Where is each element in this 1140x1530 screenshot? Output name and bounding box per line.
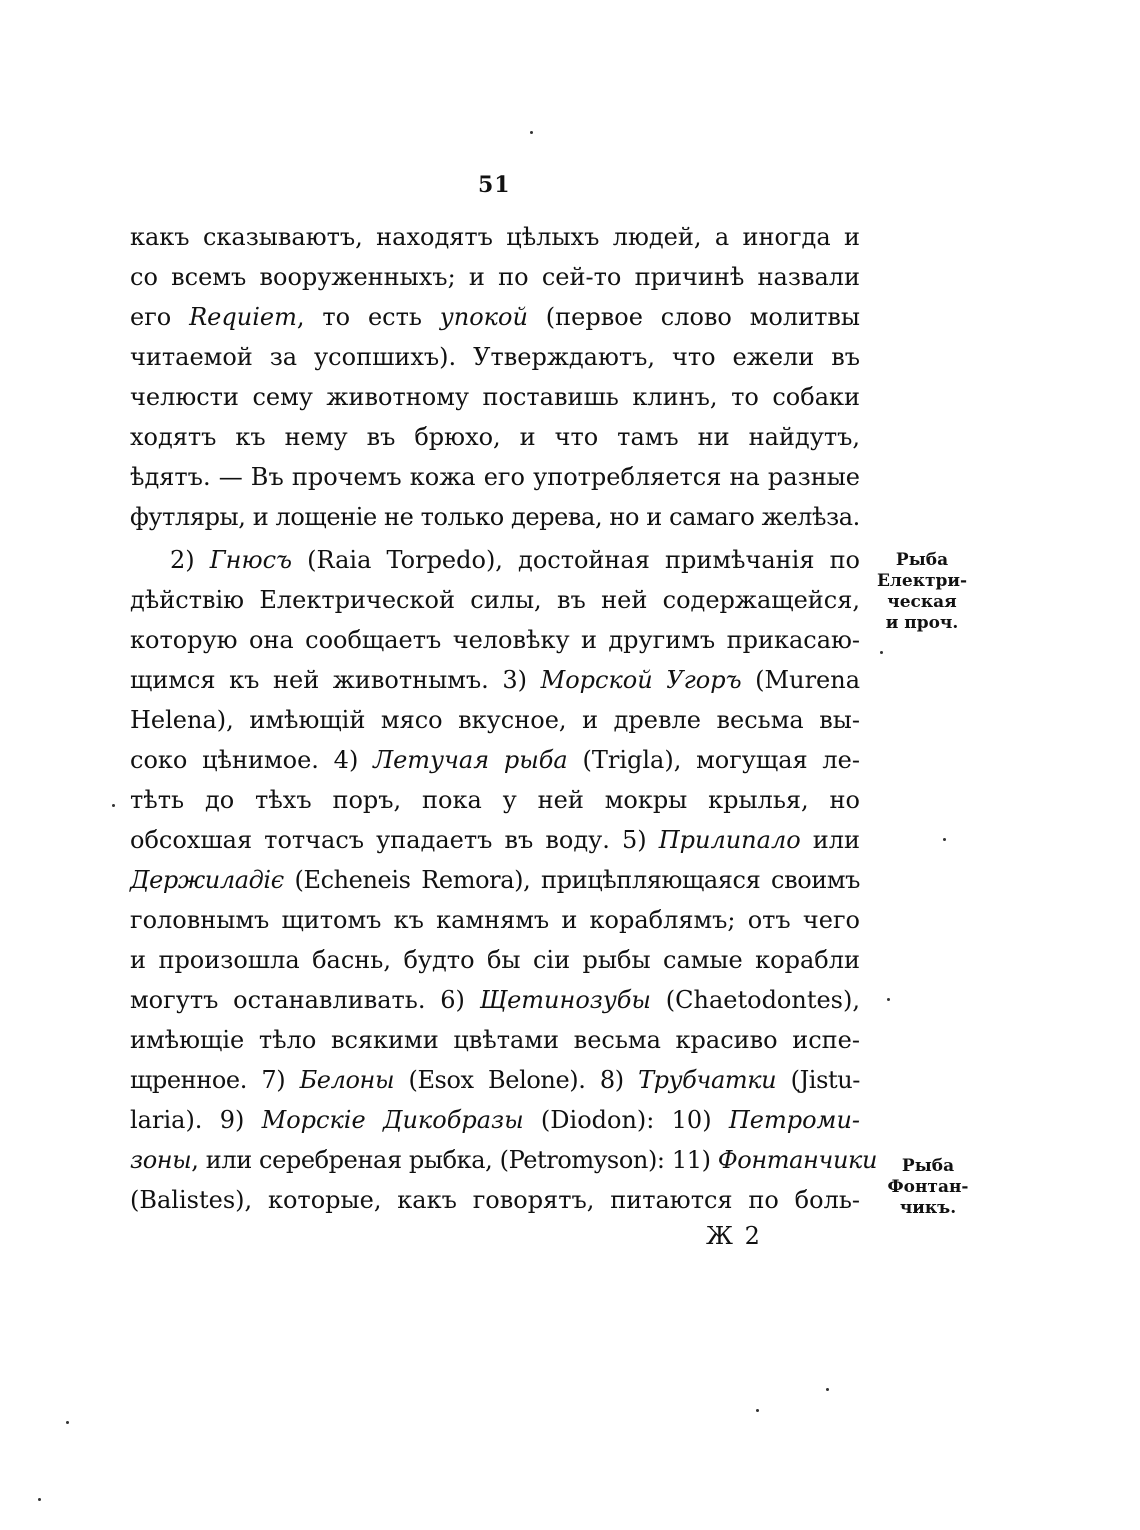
text-line: имѣющіе тѣло всякими цвѣтами весьма красиво испе- — [130, 1026, 860, 1054]
text-line — [130, 1103, 860, 1137]
margin-note-fontanchik — [878, 1156, 978, 1219]
text-segment: (Raia Torpedo), достойная примѣчанія по — [292, 546, 861, 574]
text-segment: соко цѣнимое. 4) — [130, 746, 374, 774]
text-line: дѣйствію Електрической силы, въ ней содержащейся, — [130, 586, 860, 614]
text-segment: laria). 9) — [130, 1106, 262, 1134]
margin-note-electric — [872, 550, 972, 634]
text-line — [130, 663, 860, 697]
text-segment: щренное. 7) — [130, 1066, 300, 1094]
text-line: ѣдятъ. — Въ прочемъ кожа его употребляется на разные — [130, 463, 860, 491]
text-segment: , или серебреная рыбка, (Petromyson): 11) — [191, 1146, 718, 1174]
margin-note-line: Фонтан- — [887, 1177, 969, 1197]
text-segment: (Echeneis Remora), прицѣпляющаяся своимъ — [283, 866, 860, 894]
italic-term: Держиладіє — [130, 866, 284, 894]
italic-term: Белоны — [299, 1066, 395, 1094]
italic-term: Requiem — [189, 303, 297, 331]
paper-speck — [112, 804, 115, 807]
italic-term: Прилипало — [658, 826, 801, 854]
text-segment: (Chaetodontes), — [650, 986, 860, 1014]
text-line: головнымъ щитомъ къ камнямъ и кораблямъ; отъ чего — [130, 906, 860, 934]
italic-term: Летучая рыба — [373, 746, 568, 774]
text-segment: (Esox Belone). 8) — [394, 1066, 639, 1094]
text-line: тѣть до тѣхъ поръ, пока у ней мокры крылья, но — [130, 786, 860, 814]
text-segment: его — [130, 303, 190, 331]
text-segment: или — [800, 826, 860, 854]
text-line: Helena), имѣющій мясо вкусное, и древле весьма вы- — [130, 706, 860, 734]
italic-term: Морской Угоръ — [540, 666, 742, 694]
text-line: со всемъ вооруженныхъ; и по сей-то причинѣ назвали — [130, 263, 860, 291]
italic-term: Гнюсъ — [209, 546, 293, 574]
text-line — [130, 1063, 860, 1097]
text-line — [130, 823, 860, 857]
paper-speck — [826, 1388, 829, 1391]
catchword: Ж 2 — [706, 1222, 762, 1250]
text-line: и произошла баснь, будто бы сіи рыбы самые корабли — [130, 946, 860, 974]
paper-speck — [887, 998, 890, 1001]
italic-term: Щетинозубы — [479, 986, 651, 1014]
text-segment: (Diodon): 10) — [523, 1106, 729, 1134]
text-line: челюсти сему животному поставишь клинъ, то собаки — [130, 383, 860, 411]
text-segment: (Trigla), могущая ле- — [567, 746, 860, 774]
margin-note-line: Електри- — [876, 571, 968, 591]
text-segment: обсохшая тотчасъ упадаетъ въ воду. 5) — [130, 826, 659, 854]
margin-note-line: и проч. — [885, 613, 959, 633]
italic-term: Морскіе Дикобразы — [261, 1106, 524, 1134]
text-segment: , то есть — [296, 303, 440, 331]
margin-note-line: Рыба — [895, 550, 949, 570]
margin-note-line: Рыба — [901, 1156, 955, 1176]
text-line — [170, 543, 860, 577]
text-line — [130, 1143, 877, 1177]
text-segment: могутъ останавливать. 6) — [130, 986, 480, 1014]
text-line: футляры, и лощеніе не только дерева, но и самаго желѣза. — [130, 503, 860, 531]
paper-speck — [756, 1409, 759, 1412]
italic-term: Трубчатки — [638, 1066, 777, 1094]
page-number: 51 — [478, 172, 511, 198]
text-line — [130, 983, 860, 1017]
paper-speck — [38, 1498, 41, 1501]
text-segment: 2) — [170, 546, 210, 574]
text-segment: (Murena — [741, 666, 861, 694]
text-line: которую она сообщаетъ человѣку и другимъ прикасаю- — [130, 626, 860, 654]
paper-speck — [530, 131, 533, 134]
text-segment: (Jistu- — [776, 1066, 860, 1094]
margin-note-line: чикъ. — [899, 1198, 957, 1218]
paper-speck — [943, 838, 946, 841]
text-line: ходятъ къ нему въ брюхо, и что тамъ ни найдутъ, — [130, 423, 860, 451]
margin-note-line: ческая — [887, 592, 957, 612]
paper-speck — [880, 651, 883, 654]
text-line: (Balistes), которые, какъ говорятъ, питаются по боль- — [130, 1186, 860, 1214]
text-segment: щимся къ ней животнымъ. 3) — [130, 666, 541, 694]
text-line — [130, 743, 860, 777]
text-line — [130, 300, 860, 334]
text-segment: (первое слово молитвы — [527, 303, 861, 331]
italic-term: Фонтанчики — [717, 1146, 877, 1174]
text-line: какъ сказываютъ, находятъ цѣлыхъ людей, а иногда и — [130, 223, 860, 251]
italic-term: упокой — [439, 303, 528, 331]
text-line — [130, 863, 860, 897]
text-line: читаемой за усопшихъ). Утверждаютъ, что ежели въ — [130, 343, 860, 371]
paper-speck — [66, 1421, 69, 1424]
italic-term: зоны — [130, 1146, 192, 1174]
italic-term: Петроми- — [728, 1106, 861, 1134]
